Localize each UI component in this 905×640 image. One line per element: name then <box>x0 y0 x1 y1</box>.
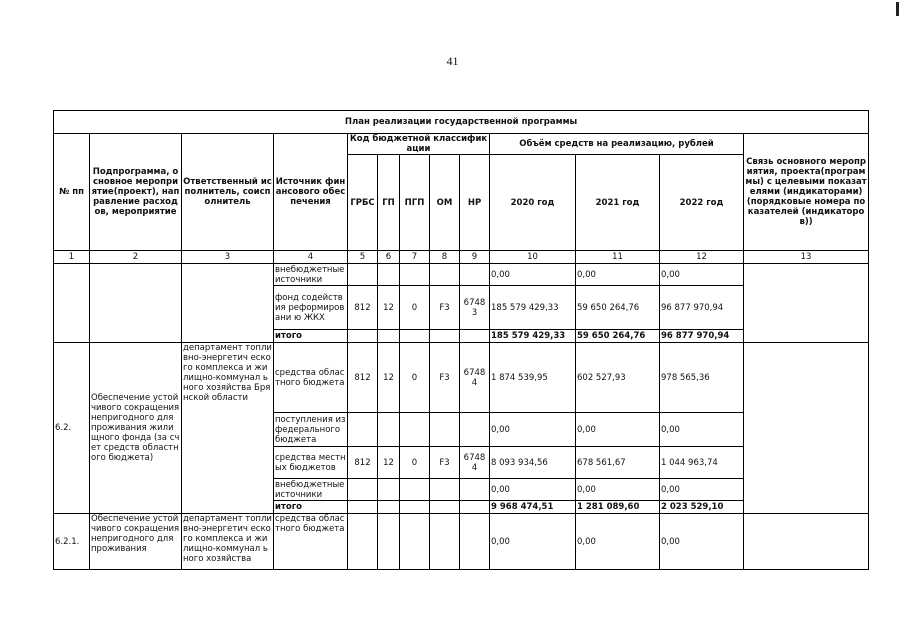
cell-nr: 67484 <box>460 447 490 479</box>
cell-2022: 0,00 <box>660 479 744 501</box>
cell-2022: 0,00 <box>660 514 744 570</box>
cell-nr: 67484 <box>460 343 490 413</box>
cell-2021: 0,00 <box>576 264 660 286</box>
cell-num: 6.2.1. <box>54 514 90 570</box>
cell-subprogram: Обеспечение устойчивого сокращения непригодного для проживания жилищного фонда (за счет средств областного бюджета) <box>90 343 182 514</box>
cell-source: средства местных бюджетов <box>274 447 348 479</box>
cell-source: внебюджетные источники <box>274 479 348 501</box>
col-number: 13 <box>744 251 869 264</box>
cell-om <box>430 501 460 514</box>
cell-gp <box>378 264 400 286</box>
cell-gp: 12 <box>378 286 400 330</box>
cell-grbs <box>348 330 378 343</box>
cell-gp <box>378 479 400 501</box>
header-gp: ГП <box>378 155 400 251</box>
cell-pgp <box>400 330 430 343</box>
header-grbs: ГРБС <box>348 155 378 251</box>
cell-2020: 0,00 <box>490 479 576 501</box>
cell-grbs <box>348 479 378 501</box>
cell-grbs: 812 <box>348 447 378 479</box>
cell-nr <box>460 479 490 501</box>
cell-num: 6.2. <box>54 343 90 514</box>
cell-gp <box>378 514 400 570</box>
cell-source: средства областного бюджета <box>274 343 348 413</box>
col-number: 5 <box>348 251 378 264</box>
cell-2022: 2 023 529,10 <box>660 501 744 514</box>
cell-2022: 1 044 963,74 <box>660 447 744 479</box>
cell-2021: 678 561,67 <box>576 447 660 479</box>
cell-pgp: 0 <box>400 343 430 413</box>
header-pgp: ПГП <box>400 155 430 251</box>
cell-2021: 0,00 <box>576 514 660 570</box>
cell-gp: 12 <box>378 343 400 413</box>
cell-source: внебюджетные источники <box>274 264 348 286</box>
cell-grbs <box>348 514 378 570</box>
col-number: 4 <box>274 251 348 264</box>
header-num: № пп <box>54 134 90 251</box>
cell-2021: 602 527,93 <box>576 343 660 413</box>
cell-grbs: 812 <box>348 343 378 413</box>
cell-2021: 0,00 <box>576 479 660 501</box>
header-amount: Объём средств на реализацию, рублей <box>490 134 744 155</box>
cell-2021: 59 650 264,76 <box>576 330 660 343</box>
cell-pgp <box>400 501 430 514</box>
cell-subprogram: Обеспечение устойчивого сокращения непригодного для проживания <box>90 514 182 570</box>
cell-2020: 185 579 429,33 <box>490 330 576 343</box>
cell-nr <box>460 330 490 343</box>
cell-source: итого <box>274 501 348 514</box>
cell-pgp <box>400 479 430 501</box>
cell-om <box>430 330 460 343</box>
page-number: 41 <box>446 54 459 68</box>
cell-source: поступления из федерального бюджета <box>275 414 346 445</box>
cell-gp <box>378 330 400 343</box>
cell-grbs <box>348 264 378 286</box>
cell-2020: 1 874 539,95 <box>490 343 576 413</box>
cell-2020: 0,00 <box>490 413 576 447</box>
cell-link <box>744 264 869 343</box>
cell-2022: 96 877 970,94 <box>660 286 744 330</box>
cell-om: F3 <box>430 286 460 330</box>
cell-om <box>430 413 460 447</box>
col-number: 8 <box>430 251 460 264</box>
cell-link <box>744 514 869 570</box>
header-subprogram: Подпрограмма, основное мероприятие(проект), направление расходов, мероприятие <box>90 134 182 251</box>
cell-2020: 0,00 <box>490 514 576 570</box>
col-number: 3 <box>182 251 274 264</box>
cell-nr: 67483 <box>460 286 490 330</box>
cell-2020: 0,00 <box>490 264 576 286</box>
table-row <box>54 343 869 413</box>
cell-gp <box>378 501 400 514</box>
cell-pgp: 0 <box>400 447 430 479</box>
cell-num <box>54 264 90 343</box>
cell-pgp <box>400 514 430 570</box>
cell-source: средства областного бюджета <box>274 514 348 570</box>
header-2022: 2022 год <box>660 155 744 251</box>
cell-om <box>430 514 460 570</box>
table-row <box>54 514 869 570</box>
header-source: Источник финансового обеспечения <box>274 134 348 251</box>
header-2020: 2020 год <box>490 155 576 251</box>
col-number: 6 <box>378 251 400 264</box>
col-number: 11 <box>576 251 660 264</box>
cell-pgp: 0 <box>400 286 430 330</box>
cell-nr <box>460 501 490 514</box>
header-nr: НР <box>460 155 490 251</box>
cell-pgp <box>400 264 430 286</box>
plan-table <box>53 110 869 570</box>
cell-2020: 185 579 429,33 <box>490 286 576 330</box>
cell-executor <box>182 264 274 343</box>
cell-om <box>430 264 460 286</box>
cell-om: F3 <box>430 343 460 413</box>
col-number: 10 <box>490 251 576 264</box>
header-om: ОМ <box>430 155 460 251</box>
cell-source: итого <box>274 330 348 343</box>
cell-2021: 1 281 089,60 <box>576 501 660 514</box>
cell-2020: 9 968 474,51 <box>490 501 576 514</box>
cell-grbs <box>348 413 378 447</box>
cell-2022: 96 877 970,94 <box>660 330 744 343</box>
cell-executor: департамент топливно-энергетич еского комплекса и жилищно-коммунал ьного хозяйства <box>182 514 274 570</box>
cell-2020: 8 093 934,56 <box>490 447 576 479</box>
header-2021: 2021 год <box>576 155 660 251</box>
cell-gp <box>378 413 400 447</box>
col-number: 2 <box>90 251 182 264</box>
header-budget-code: Код бюджетной классификации <box>348 134 490 155</box>
cell-om <box>430 479 460 501</box>
table-row <box>54 264 869 286</box>
header-link: Связь основного мероприятия, проекта(программы) с целевыми показателями (индикаторами) (порядковые номера показателей (индикаторов)) <box>744 134 869 251</box>
cell-2022: 0,00 <box>660 413 744 447</box>
cell-2022: 978 565,36 <box>660 343 744 413</box>
cell-gp: 12 <box>378 447 400 479</box>
cell-nr <box>460 413 490 447</box>
cell-2021: 59 650 264,76 <box>576 286 660 330</box>
cell-link <box>744 343 869 514</box>
cell-source: фонд содействия реформировани ю ЖКХ <box>274 286 348 330</box>
cell-nr <box>460 264 490 286</box>
cell-executor: департамент топливно-энергетич еского комплекса и жилищно-коммунал ьного хозяйства Брянской области <box>182 343 274 514</box>
col-number: 1 <box>54 251 90 264</box>
table-title: План реализации государственной программы <box>54 111 869 134</box>
header-executor: Ответственный исполнитель, соисполнитель <box>182 134 274 251</box>
cell-2022: 0,00 <box>660 264 744 286</box>
cell-grbs <box>348 501 378 514</box>
scan-edge-mark <box>896 2 899 16</box>
cell-pgp <box>400 413 430 447</box>
col-number: 7 <box>400 251 430 264</box>
col-number: 9 <box>460 251 490 264</box>
cell-nr <box>460 514 490 570</box>
cell-grbs: 812 <box>348 286 378 330</box>
cell-om: F3 <box>430 447 460 479</box>
cell-2021: 0,00 <box>576 413 660 447</box>
cell-subprogram <box>90 264 182 343</box>
col-number: 12 <box>660 251 744 264</box>
